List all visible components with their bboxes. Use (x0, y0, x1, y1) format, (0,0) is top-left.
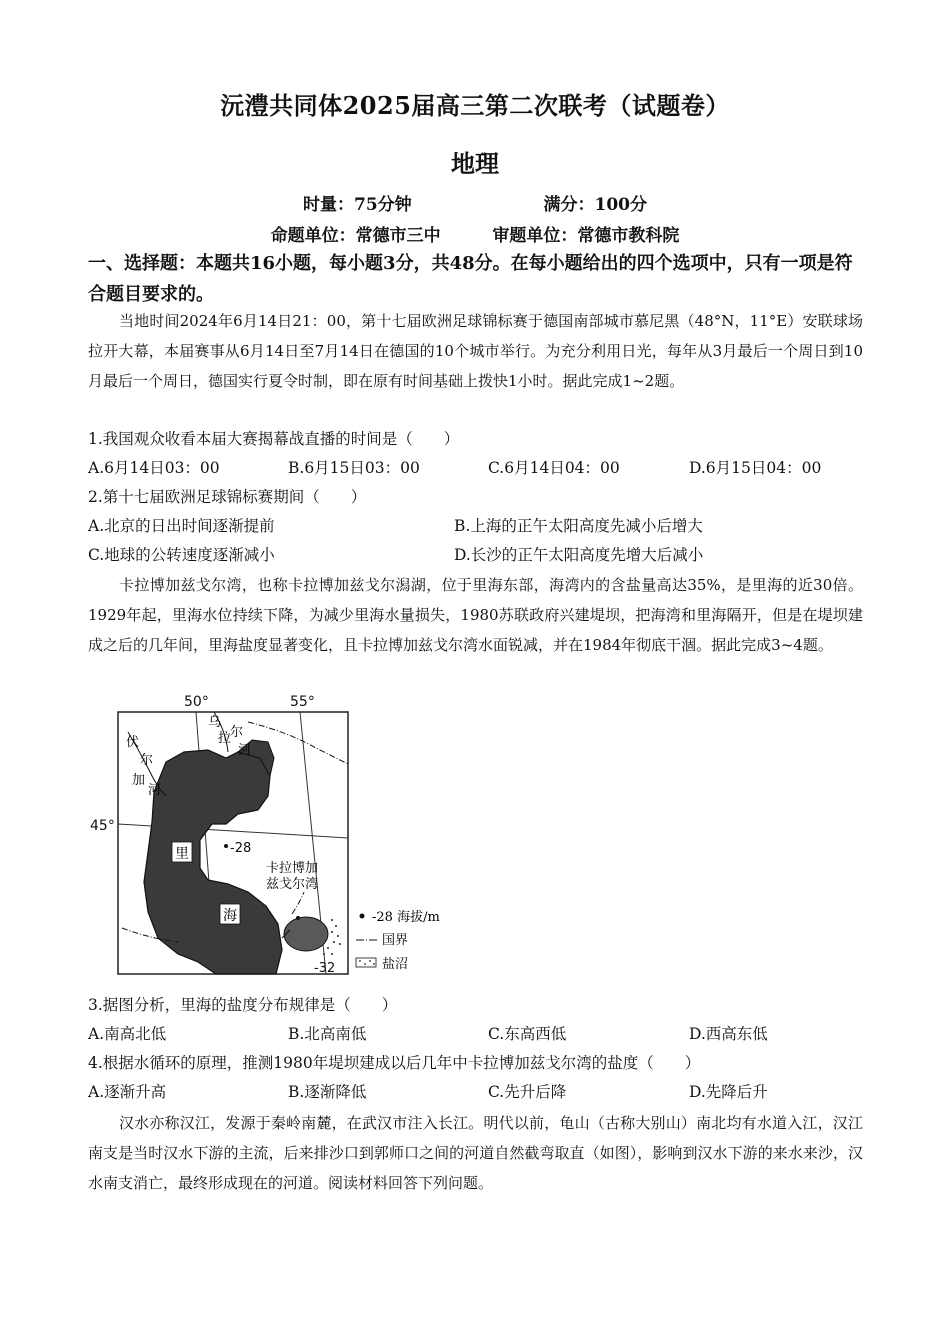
legend-elev-label: -28 海拔/m (372, 910, 440, 925)
passage-kara-bogaz: 卡拉博加兹戈尔湾，也称卡拉博加兹戈尔潟湖，位于里海东部，海湾内的含盐量高达35%，是里海的近30倍。1929年起，里海水位持续下降，为减少里海水量损失，1980苏联政府兴建堤坝，把海湾和里海隔开，但是在堤坝建成之后的几年间，里海盐度显著变化，且卡拉博加兹戈尔湾水面锐减，并在1984年彻底干涸。据此完成3~4题。 (88, 576, 863, 654)
q1-option-a[interactable]: A.6月14日03：00 (88, 459, 220, 477)
caspian-map (88, 692, 468, 982)
time-label: 时量：75分钟 (302, 195, 412, 215)
reviewer-label: 审题单位：常德市教科院 (492, 226, 680, 246)
volga-char-2: 尔 (140, 753, 154, 768)
sea-char-1: 里 (175, 846, 189, 862)
question-3-stem: 3.据图分析，里海的盐度分布规律是（ ） (88, 996, 398, 1014)
q3-option-d[interactable]: D.西高东低 (689, 1025, 768, 1043)
exam-meta-line2 (0, 221, 950, 246)
legend-border-label: 国界 (382, 933, 409, 948)
question-4-options (88, 1078, 868, 1106)
volga-char-4: 河 (148, 783, 162, 798)
elev-a-label: -28 (230, 841, 252, 856)
volga-char-1: 伏 (126, 735, 140, 750)
lon-50-label: 50° (184, 694, 209, 710)
q3-option-a[interactable]: A.南高北低 (88, 1025, 167, 1043)
question-1-stem: 1.我国观众收看本届大赛揭幕战直播的时间是（ ） (88, 430, 460, 448)
exam-meta-line1 (0, 190, 950, 215)
q1-option-c[interactable]: C.6月14日04：00 (488, 459, 620, 477)
question-2-options-row1 (88, 512, 868, 540)
legend-marsh-symbol (356, 958, 376, 967)
question-2-options-row2 (88, 541, 868, 569)
q4-option-a[interactable]: A.逐渐升高 (88, 1083, 167, 1101)
passage-euro-cup: 当地时间2024年6月14日21：00，第十七届欧洲足球锦标赛于德国南部城市慕尼黑（48°N，11°E）安联球场拉开大幕，本届赛事从6月14日至7月14日在德国的10个城市举行。为充分利用日光，每年从3月最后一个周日到10月最后一个周日，德国实行夏令时制，即在原有时间基础上拨快1小时。据此完成1~2题。 (88, 312, 863, 390)
elev-point-b (296, 916, 300, 920)
elev-point-a (224, 844, 228, 848)
passage-han-river: 汉水亦称汉江，发源于秦岭南麓，在武汉市注入长江。明代以前，龟山（古称大别山）南北均有水道入江，汉江南支是当时汉水下游的主流，后来排沙口到郭师口之间的河道自然截弯取直（如图），影响到汉水下游的来水来沙，汉水南支消亡，最终形成现在的河道。阅读材料回答下列问题。 (88, 1114, 863, 1192)
ural-char-1: 乌 (208, 715, 222, 730)
question-2-stem: 2.第十七届欧洲足球锦标赛期间（ ） (88, 488, 367, 506)
ural-char-3: 尔 (230, 725, 244, 740)
question-3-options (88, 1020, 868, 1048)
q2-option-c[interactable]: C.地球的公转速度逐渐减小 (88, 546, 275, 564)
q2-option-a[interactable]: A.北京的日出时间逐渐提前 (88, 517, 275, 535)
q4-option-d[interactable]: D.先降后升 (689, 1083, 768, 1101)
q1-option-d[interactable]: D.6月15日04：00 (689, 459, 822, 477)
q1-option-b[interactable]: B.6月15日03：00 (288, 459, 420, 477)
ural-char-4: 河 (238, 743, 252, 758)
score-label: 满分：100分 (543, 195, 647, 215)
elev-b-label: -32 (314, 961, 336, 976)
kara-bogaz-bay (284, 917, 328, 951)
q4-option-b[interactable]: B.逐渐降低 (288, 1083, 367, 1101)
question-4-stem: 4.根据水循环的原理，推测1980年堤坝建成以后几年中卡拉博加兹戈尔湾的盐度（ ） (88, 1054, 701, 1072)
q3-option-b[interactable]: B.北高南低 (288, 1025, 367, 1043)
question-1-options (88, 454, 868, 482)
q4-option-c[interactable]: C.先升后降 (488, 1083, 567, 1101)
bay-name-line2: 兹戈尔湾 (266, 877, 319, 892)
lon-55-label: 55° (290, 694, 315, 710)
legend-elev-symbol (360, 914, 365, 919)
caspian-map-figure (88, 692, 468, 982)
legend-marsh-label: 盐沼 (382, 957, 409, 972)
sea-char-2: 海 (223, 908, 237, 924)
q3-option-c[interactable]: C.东高西低 (488, 1025, 567, 1043)
exam-title: 沅澧共同体2025届高三第二次联考（试题卷） (220, 91, 730, 120)
section-heading: 一、选择题：本题共16小题，每小题3分，共48分。在每小题给出的四个选项中，只有一项是符合题目要求的。 (88, 253, 853, 305)
q2-option-d[interactable]: D.长沙的正午太阳高度先增大后减小 (454, 546, 704, 564)
q2-option-b[interactable]: B.上海的正午太阳高度先减小后增大 (454, 517, 703, 535)
lat-45-label: 45° (90, 818, 115, 834)
subject-title: 地理 (451, 149, 499, 178)
bay-name-line1: 卡拉博加 (266, 861, 319, 876)
ural-char-2: 拉 (218, 731, 232, 746)
volga-char-3: 加 (132, 773, 146, 788)
author-label: 命题单位：常德市三中 (270, 226, 441, 246)
